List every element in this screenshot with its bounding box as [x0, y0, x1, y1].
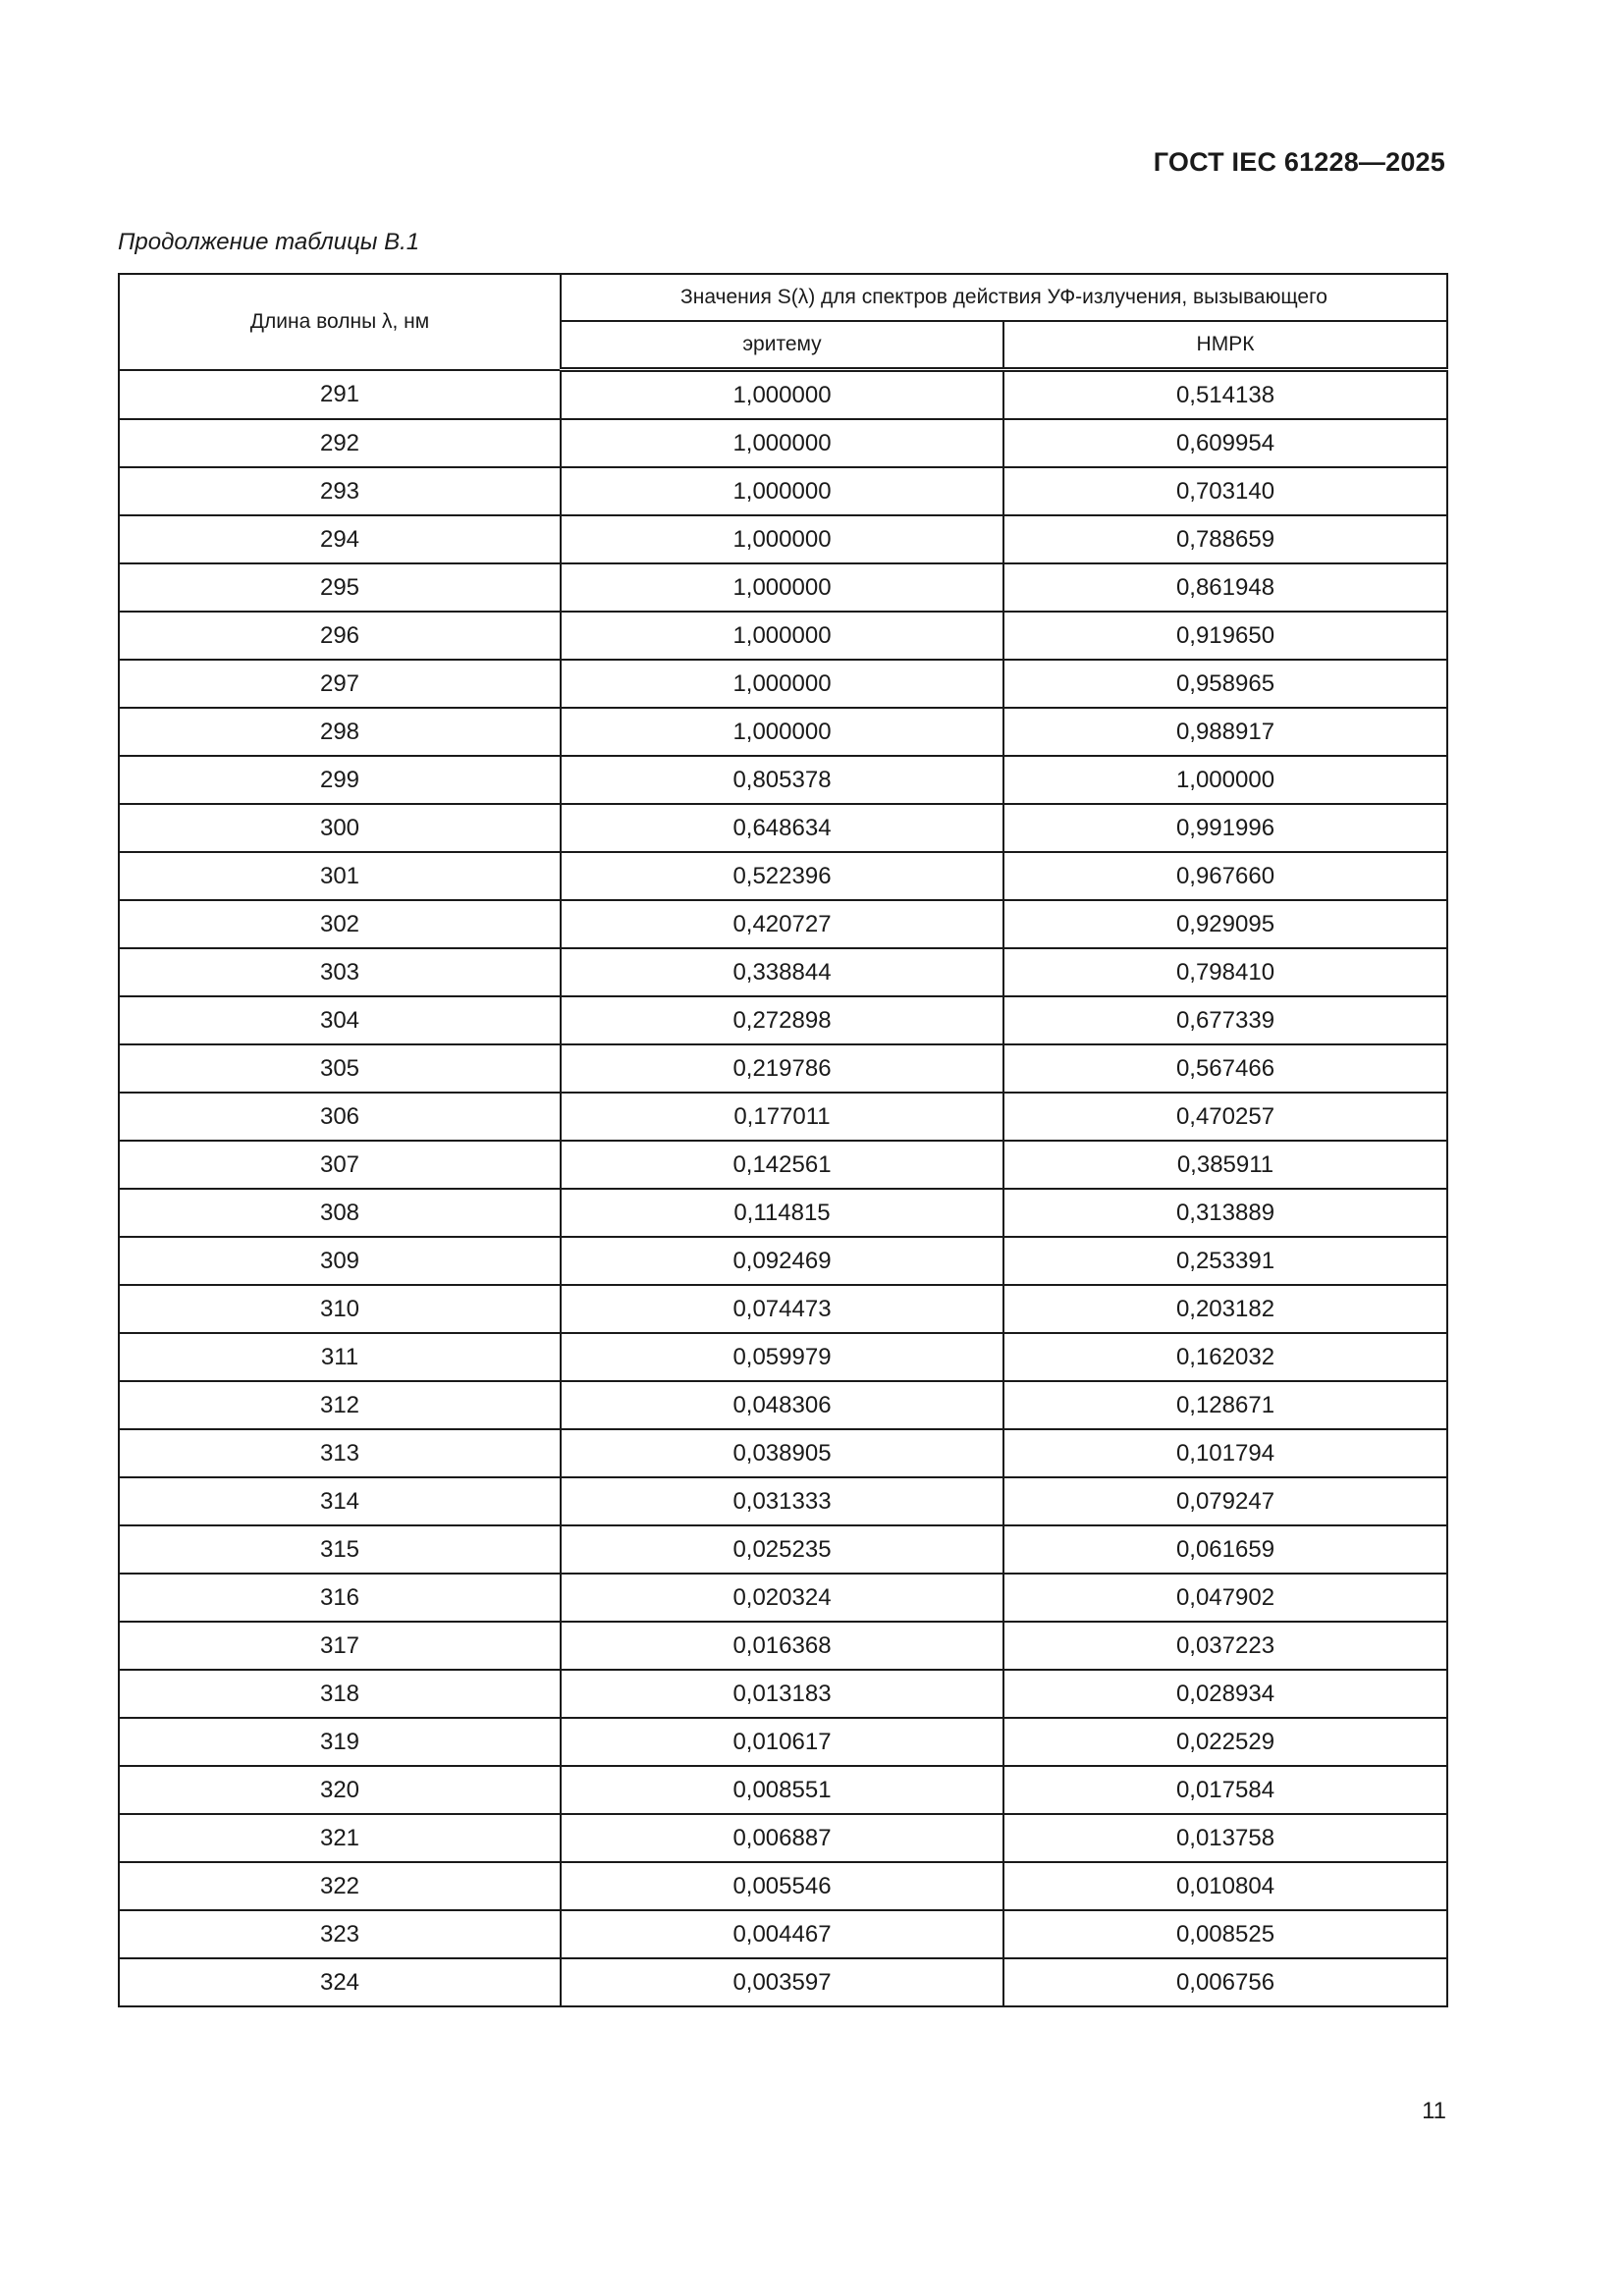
cell-erythema: 1,000000 [561, 660, 1003, 708]
table-row [119, 1189, 1447, 1237]
table-row [119, 948, 1447, 996]
cell-nmsc: 0,798410 [1003, 948, 1447, 996]
table-row [119, 612, 1447, 660]
table-row [119, 1766, 1447, 1814]
cell-wavelength: 318 [119, 1670, 561, 1718]
table-caption: Продолжение таблицы В.1 [118, 229, 420, 255]
header-wavelength: Длина волны λ, нм [119, 274, 561, 370]
cell-wavelength: 297 [119, 660, 561, 708]
cell-wavelength: 305 [119, 1044, 561, 1093]
cell-erythema: 0,114815 [561, 1189, 1003, 1237]
table-row [119, 1237, 1447, 1285]
cell-nmsc: 0,788659 [1003, 515, 1447, 563]
cell-nmsc: 0,203182 [1003, 1285, 1447, 1333]
cell-wavelength: 314 [119, 1477, 561, 1525]
cell-wavelength: 323 [119, 1910, 561, 1958]
cell-erythema: 0,005546 [561, 1862, 1003, 1910]
cell-wavelength: 293 [119, 467, 561, 515]
cell-nmsc: 0,101794 [1003, 1429, 1447, 1477]
cell-nmsc: 0,162032 [1003, 1333, 1447, 1381]
table-row [119, 708, 1447, 756]
cell-erythema: 0,074473 [561, 1285, 1003, 1333]
table-row [119, 1574, 1447, 1622]
cell-nmsc: 0,385911 [1003, 1141, 1447, 1189]
cell-nmsc: 0,008525 [1003, 1910, 1447, 1958]
table-body [119, 370, 1447, 2007]
header-spectral-values: Значения S(λ) для спектров действия УФ-излучения, вызывающего [561, 274, 1447, 321]
cell-nmsc: 0,047902 [1003, 1574, 1447, 1622]
cell-nmsc: 0,313889 [1003, 1189, 1447, 1237]
cell-erythema: 0,092469 [561, 1237, 1003, 1285]
cell-wavelength: 295 [119, 563, 561, 612]
cell-nmsc: 0,929095 [1003, 900, 1447, 948]
cell-erythema: 0,059979 [561, 1333, 1003, 1381]
cell-erythema: 0,219786 [561, 1044, 1003, 1093]
cell-erythema: 0,013183 [561, 1670, 1003, 1718]
cell-erythema: 0,177011 [561, 1093, 1003, 1141]
cell-nmsc: 0,253391 [1003, 1237, 1447, 1285]
cell-nmsc: 0,028934 [1003, 1670, 1447, 1718]
table-row [119, 1477, 1447, 1525]
cell-erythema: 0,006887 [561, 1814, 1003, 1862]
table-row [119, 1718, 1447, 1766]
table-row [119, 852, 1447, 900]
cell-wavelength: 291 [119, 370, 561, 420]
cell-erythema: 0,020324 [561, 1574, 1003, 1622]
table-row [119, 1093, 1447, 1141]
cell-wavelength: 316 [119, 1574, 561, 1622]
cell-nmsc: 1,000000 [1003, 756, 1447, 804]
cell-erythema: 0,031333 [561, 1477, 1003, 1525]
cell-erythema: 0,003597 [561, 1958, 1003, 2006]
table-row [119, 1044, 1447, 1093]
cell-wavelength: 306 [119, 1093, 561, 1141]
table-row [119, 900, 1447, 948]
document-code: ГОСТ IEC 61228—2025 [1153, 147, 1445, 177]
cell-wavelength: 307 [119, 1141, 561, 1189]
cell-erythema: 0,648634 [561, 804, 1003, 852]
cell-erythema: 1,000000 [561, 419, 1003, 467]
page-number: 11 [1422, 2098, 1446, 2124]
table-row [119, 1141, 1447, 1189]
cell-nmsc: 0,967660 [1003, 852, 1447, 900]
cell-erythema: 1,000000 [561, 370, 1003, 420]
cell-nmsc: 0,677339 [1003, 996, 1447, 1044]
header-nmsc: НМРК [1003, 321, 1447, 370]
table-row [119, 1381, 1447, 1429]
table-row [119, 1910, 1447, 1958]
cell-erythema: 0,048306 [561, 1381, 1003, 1429]
cell-wavelength: 298 [119, 708, 561, 756]
cell-erythema: 1,000000 [561, 563, 1003, 612]
cell-erythema: 1,000000 [561, 467, 1003, 515]
cell-wavelength: 310 [119, 1285, 561, 1333]
cell-nmsc: 0,079247 [1003, 1477, 1447, 1525]
cell-wavelength: 302 [119, 900, 561, 948]
cell-wavelength: 309 [119, 1237, 561, 1285]
cell-wavelength: 296 [119, 612, 561, 660]
cell-nmsc: 0,037223 [1003, 1622, 1447, 1670]
cell-nmsc: 0,006756 [1003, 1958, 1447, 2006]
cell-erythema: 0,805378 [561, 756, 1003, 804]
cell-nmsc: 0,470257 [1003, 1093, 1447, 1141]
cell-wavelength: 312 [119, 1381, 561, 1429]
table-row [119, 1429, 1447, 1477]
cell-nmsc: 0,609954 [1003, 419, 1447, 467]
cell-wavelength: 315 [119, 1525, 561, 1574]
cell-wavelength: 320 [119, 1766, 561, 1814]
table-row [119, 1525, 1447, 1574]
cell-nmsc: 0,017584 [1003, 1766, 1447, 1814]
cell-nmsc: 0,703140 [1003, 467, 1447, 515]
cell-nmsc: 0,013758 [1003, 1814, 1447, 1862]
cell-erythema: 0,038905 [561, 1429, 1003, 1477]
cell-nmsc: 0,567466 [1003, 1044, 1447, 1093]
cell-erythema: 0,338844 [561, 948, 1003, 996]
cell-wavelength: 300 [119, 804, 561, 852]
cell-wavelength: 321 [119, 1814, 561, 1862]
table-row [119, 756, 1447, 804]
table-row [119, 1814, 1447, 1862]
cell-erythema: 0,010617 [561, 1718, 1003, 1766]
cell-wavelength: 319 [119, 1718, 561, 1766]
cell-nmsc: 0,958965 [1003, 660, 1447, 708]
cell-wavelength: 304 [119, 996, 561, 1044]
cell-erythema: 0,522396 [561, 852, 1003, 900]
table-row [119, 1862, 1447, 1910]
cell-erythema: 1,000000 [561, 612, 1003, 660]
cell-erythema: 1,000000 [561, 708, 1003, 756]
cell-wavelength: 313 [119, 1429, 561, 1477]
cell-nmsc: 0,022529 [1003, 1718, 1447, 1766]
cell-erythema: 0,420727 [561, 900, 1003, 948]
table-row [119, 1670, 1447, 1718]
cell-nmsc: 0,128671 [1003, 1381, 1447, 1429]
table-row [119, 996, 1447, 1044]
table-row [119, 563, 1447, 612]
table-row [119, 1958, 1447, 2006]
spectral-values-table [118, 273, 1448, 2007]
table-row [119, 419, 1447, 467]
cell-wavelength: 303 [119, 948, 561, 996]
cell-wavelength: 301 [119, 852, 561, 900]
cell-erythema: 0,025235 [561, 1525, 1003, 1574]
cell-erythema: 0,142561 [561, 1141, 1003, 1189]
cell-nmsc: 0,010804 [1003, 1862, 1447, 1910]
cell-wavelength: 311 [119, 1333, 561, 1381]
cell-erythema: 0,272898 [561, 996, 1003, 1044]
cell-nmsc: 0,061659 [1003, 1525, 1447, 1574]
cell-wavelength: 294 [119, 515, 561, 563]
table-row [119, 1333, 1447, 1381]
table-container [118, 273, 1446, 2007]
cell-erythema: 0,004467 [561, 1910, 1003, 1958]
cell-wavelength: 308 [119, 1189, 561, 1237]
cell-nmsc: 0,514138 [1003, 370, 1447, 420]
table-row [119, 515, 1447, 563]
cell-wavelength: 317 [119, 1622, 561, 1670]
table-row [119, 370, 1447, 420]
cell-wavelength: 324 [119, 1958, 561, 2006]
table-row [119, 1622, 1447, 1670]
table-row [119, 660, 1447, 708]
table-row [119, 1285, 1447, 1333]
cell-wavelength: 292 [119, 419, 561, 467]
cell-wavelength: 299 [119, 756, 561, 804]
cell-erythema: 1,000000 [561, 515, 1003, 563]
cell-erythema: 0,016368 [561, 1622, 1003, 1670]
table-row [119, 467, 1447, 515]
cell-nmsc: 0,919650 [1003, 612, 1447, 660]
cell-nmsc: 0,988917 [1003, 708, 1447, 756]
cell-nmsc: 0,991996 [1003, 804, 1447, 852]
cell-wavelength: 322 [119, 1862, 561, 1910]
table-row [119, 804, 1447, 852]
cell-nmsc: 0,861948 [1003, 563, 1447, 612]
cell-erythema: 0,008551 [561, 1766, 1003, 1814]
header-erythema: эритему [561, 321, 1003, 370]
